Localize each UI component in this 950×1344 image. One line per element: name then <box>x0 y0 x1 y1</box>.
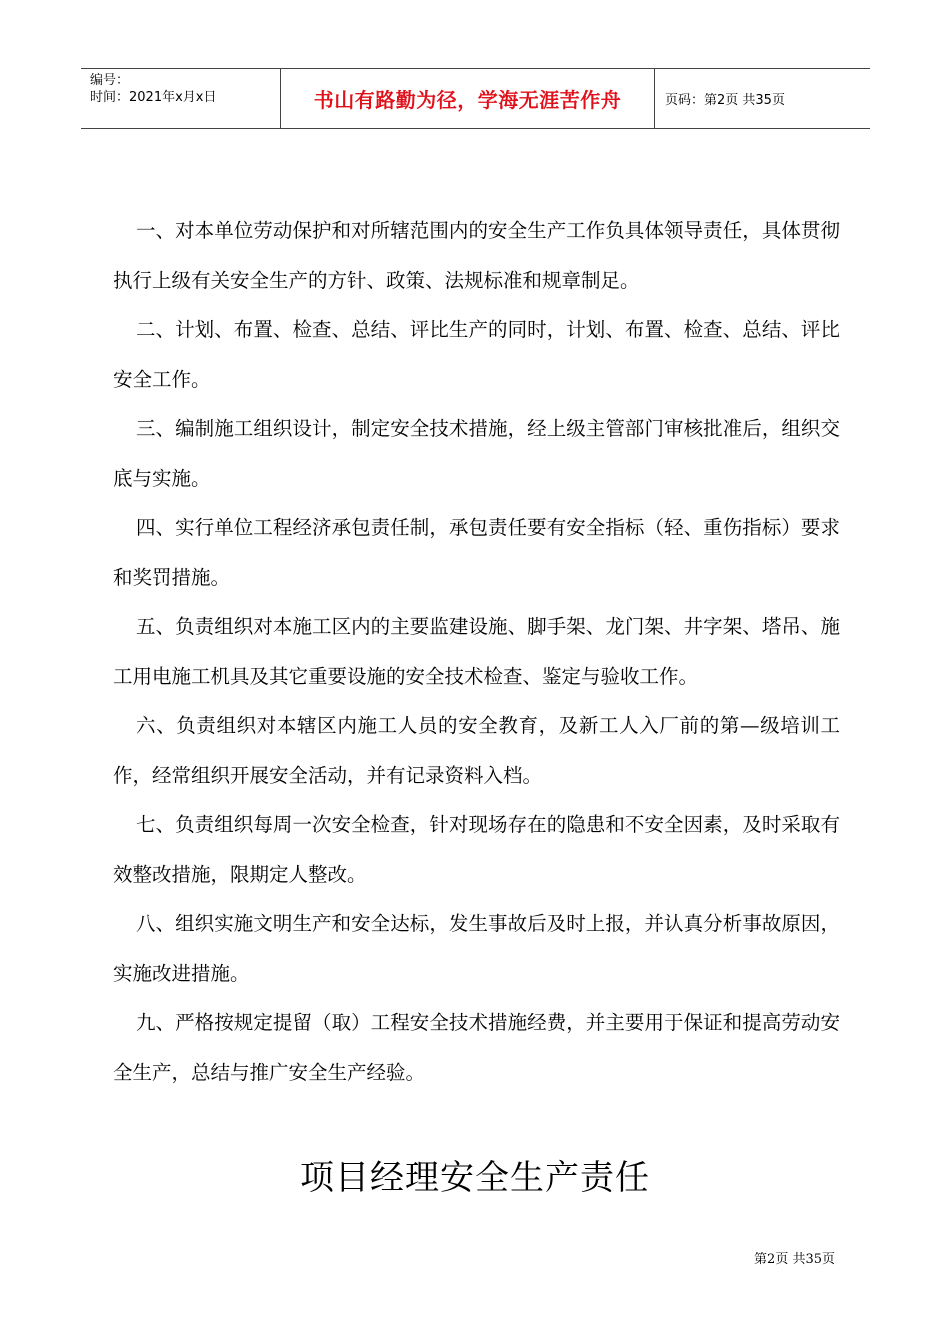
paragraph: 九、严格按规定提留（取）工程安全技术措施经费，并主要用于保证和提高劳动安全生产，总结与推广安全生产经验。 <box>113 1011 840 1084</box>
section-title: 项目经理安全生产责任 <box>300 1158 650 1198</box>
header-motto-cell <box>281 69 655 128</box>
document-body <box>113 206 840 1097</box>
paragraph: 五、负责组织对本施工区内的主要监建设施、脚手架、龙门架、井字架、塔吊、施工用电施工机具及其它重要设施的安全技术检查、鉴定与验收工作。 <box>113 615 840 688</box>
paragraph: 六、负责组织对本辖区内施工人员的安全教育，及新工人入厂前的第—级培训工作，经常组织开展安全活动，并有记录资料入档。 <box>113 714 840 787</box>
header-motto: 书山有路勤为径，学海无涯苦作舟 <box>313 88 622 112</box>
paragraph: 二、计划、布置、检查、总结、评比生产的同时，计划、布置、检查、总结、评比安全工作。 <box>113 318 840 391</box>
paragraph: 一、对本单位劳动保护和对所辖范围内的安全生产工作负具体领导责任，具体贯彻执行上级有关安全生产的方针、政策、法规标准和规章制足。 <box>113 219 840 292</box>
paragraph: 三、编制施工组织设计，制定安全技术措施，经上级主管部门审核批准后，组织交底与实施。 <box>113 417 840 490</box>
paragraph: 七、负责组织每周一次安全检查，针对现场存在的隐患和不安全因素，及时采取有效整改措施，限期定人整改。 <box>113 813 840 886</box>
paragraph: 四、实行单位工程经济承包责任制，承包责任要有安全指标（轻、重伤指标）要求和奖罚措施。 <box>113 516 840 589</box>
header-page-info: 页码：第2页 共35页 <box>665 93 785 108</box>
page-header <box>81 68 870 129</box>
time-label: 时间：2021年x月x日 <box>90 90 217 105</box>
header-page-cell <box>655 69 870 128</box>
page-footer: 第2页 共35页 <box>754 1252 835 1267</box>
number-label: 编号： <box>90 73 130 88</box>
paragraph: 八、组织实施文明生产和安全达标，发生事故后及时上报，并认真分析事故原因，实施改进措施。 <box>113 912 840 985</box>
header-meta <box>81 69 281 128</box>
